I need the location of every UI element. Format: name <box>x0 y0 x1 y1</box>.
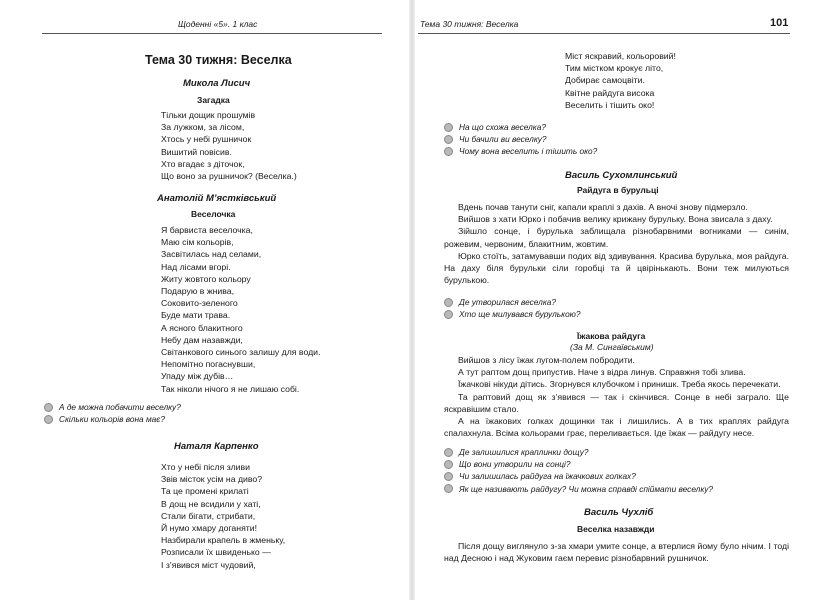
poem-line: Й нумо хмару доганяти! <box>161 523 258 534</box>
question-list <box>444 121 597 158</box>
question-bullet-icon <box>444 147 453 156</box>
paragraph: Юрко стоїть, затамувавши подих від здивування. Красива бурулька, моя райдуга. На даху біля бурульки сіли горобці та й цвірінькають. Вони теж милуються бурулькою. <box>444 250 789 286</box>
poem-line: Світанкового синього залишу для води. <box>161 347 321 358</box>
question-bullet-icon <box>44 403 53 412</box>
poem2-author: Наталя Карпенко <box>174 441 259 452</box>
story1-text <box>444 201 789 286</box>
question-bullet-icon <box>444 135 453 144</box>
story2-text <box>444 354 789 439</box>
story1-author: Василь Сухомлинський <box>565 170 678 181</box>
poem-continuation <box>565 50 676 111</box>
paragraph: А на їжакових голках дощинки так і лишились. А в тих краплях райдуга спалахнула. Всіма кольорами грає, переливається. Іде їжак — райдугу несе. <box>444 416 789 439</box>
riddle-line: Тільки дощик прошумів <box>161 110 256 120</box>
question-bullet-icon <box>444 460 453 469</box>
question-bullet-icon <box>444 298 453 307</box>
poem-line: Міст яскравий, кольоровий! <box>565 51 676 61</box>
running-header: Щоденні «5». 1 клас <box>178 19 258 29</box>
poem-line: Звів місток усім на диво? <box>161 474 263 485</box>
question-list <box>44 401 181 425</box>
question-item: Хто ще милувався бурулькою? <box>444 308 581 320</box>
running-header: Тема 30 тижня: Веселка <box>420 19 519 29</box>
poem-line: Стали бігати, стрибати, <box>161 510 256 521</box>
question-bullet-icon <box>444 448 453 457</box>
story2-title: Їжакова райдуга <box>577 331 646 341</box>
poem-line: Хто у небі після зливи <box>161 462 250 472</box>
question-item: На що схожа веселка? <box>444 121 597 133</box>
poem-line: Я барвиста веселочка, <box>161 225 253 235</box>
question-item: Чи залишилась райдуга на їжачкових голках? <box>444 470 713 482</box>
story3-text <box>444 540 789 564</box>
paragraph: Їжачкові нікуди дітись. Згорнувся клубочком і принишк. Треба якось перечекати. <box>458 379 781 390</box>
poem-line: І з’явився міст чудовий, <box>161 559 256 570</box>
story3-author: Василь Чухліб <box>584 507 654 518</box>
header-rule <box>418 33 790 34</box>
poem-line: Подарую в жнива, <box>161 286 235 297</box>
question-item: Скільки кольорів вона має? <box>44 413 181 425</box>
poem-line: Непомітно погаснувши, <box>161 359 256 370</box>
story1-title: Райдуга в бурульці <box>577 185 659 195</box>
riddle-line: Хто вгадає з діточок, <box>161 158 245 169</box>
story2-source: (За М. Сингаївським) <box>570 342 654 352</box>
question-bullet-icon <box>444 310 453 319</box>
paragraph: Та раптовий дощ як з’явився — так і скінчився. Сонце в небі заграло. Ще яскравішим стало. <box>444 391 789 414</box>
header-rule <box>42 33 382 34</box>
paragraph: А тут раптом дощ припустив. Наче з відра линув. Справжня тобі злива. <box>458 367 746 378</box>
poem2-text <box>161 461 285 571</box>
question-item: Як ще називають райдугу? Чи можна справді спіймати веселку? <box>444 483 713 495</box>
poem-text <box>161 224 320 395</box>
story3-title: Веселка назавжди <box>577 524 655 534</box>
riddle-title: Загадка <box>197 95 230 105</box>
question-bullet-icon <box>444 123 453 132</box>
question-item: Що вони утворили на сонці? <box>444 458 713 470</box>
paragraph: Вийшов з лісу їжак лугом-полем побродити. <box>458 355 635 365</box>
poem-line: Веселить і тішить око! <box>565 99 655 110</box>
poem-line: Небу дам назавжди, <box>161 334 243 345</box>
poem-line: Добирає самоцвіти. <box>565 75 645 86</box>
poem-line: Упаду між дубів… <box>161 371 234 382</box>
topic-title: Тема 30 тижня: Веселка <box>145 53 292 67</box>
poem-line: В дощ не всидили у хаті, <box>161 498 261 509</box>
question-item: А де можна побачити веселку? <box>44 401 181 413</box>
riddle-line: За лужком, за лісом, <box>161 122 245 133</box>
paragraph: Зійшло сонце, і бурулька заблищала різнобарвними вогниками — синім, рожевим, червоним, блакитним, жовтим. <box>444 226 789 249</box>
question-item: Чому вона веселить і тішить око? <box>444 145 597 157</box>
poem-line: Та це промені крилаті <box>161 486 249 497</box>
poem-line: А ясного блакитного <box>161 322 243 333</box>
poem-title: Веселочка <box>191 209 236 219</box>
question-bullet-icon <box>444 484 453 493</box>
question-item: Де утворилася веселка? <box>444 296 581 308</box>
question-bullet-icon <box>444 472 453 481</box>
poem-line: Тим містком крокує літо, <box>565 63 664 74</box>
question-bullet-icon <box>44 415 53 424</box>
poem-line: Засвітилась над селами, <box>161 249 262 260</box>
question-item: Де залишилися краплинки дощу? <box>444 446 713 458</box>
left-page <box>0 0 410 600</box>
page-number: 101 <box>770 17 789 29</box>
riddle-line: Що воно за рушничок? (Веселка.) <box>161 171 297 182</box>
poem-line: Так ніколи нічого я не лишаю собі. <box>161 383 300 394</box>
riddle-author: Микола Лисич <box>183 78 251 89</box>
riddle-text <box>161 109 297 182</box>
poem-line: Маю сім кольорів, <box>161 237 234 248</box>
question-list <box>444 446 713 495</box>
poem-line: Соковито-зеленого <box>161 298 238 309</box>
poem-line: Над лісами вгорі. <box>161 261 231 272</box>
poem-line: Квітне райдуга висока <box>565 87 655 98</box>
poem-line: Буде мати трава. <box>161 310 231 321</box>
poem-line: Житу жовтого кольору <box>161 273 251 284</box>
poem-author: Анатолій М’ястківський <box>157 193 277 204</box>
riddle-line: Хтось у небі рушничок <box>161 134 252 145</box>
paragraph: Вдень почав танути сніг, капали краплі з дахів. А вночі знову підмерзло. <box>458 202 748 212</box>
paragraph: Після дощу виглянуло з-за хмари умите сонце, а втерлися йому було нічим. І тоді над Десною і над Жуковим гаєм перевис різнобарвний рушничок. <box>444 541 789 564</box>
poem-line: Назбирали крапель в жменьку, <box>161 535 286 546</box>
poem-line: Розписали їх швиденько — <box>161 547 271 558</box>
question-list <box>444 296 581 320</box>
riddle-line: Вишитий повісив. <box>161 146 232 157</box>
question-item: Чи бачили ви веселку? <box>444 133 597 145</box>
right-page <box>414 0 829 600</box>
paragraph: Вийшов з хати Юрко і побачив велику крижану бурульку. Вона звисала з даху. <box>458 214 773 225</box>
